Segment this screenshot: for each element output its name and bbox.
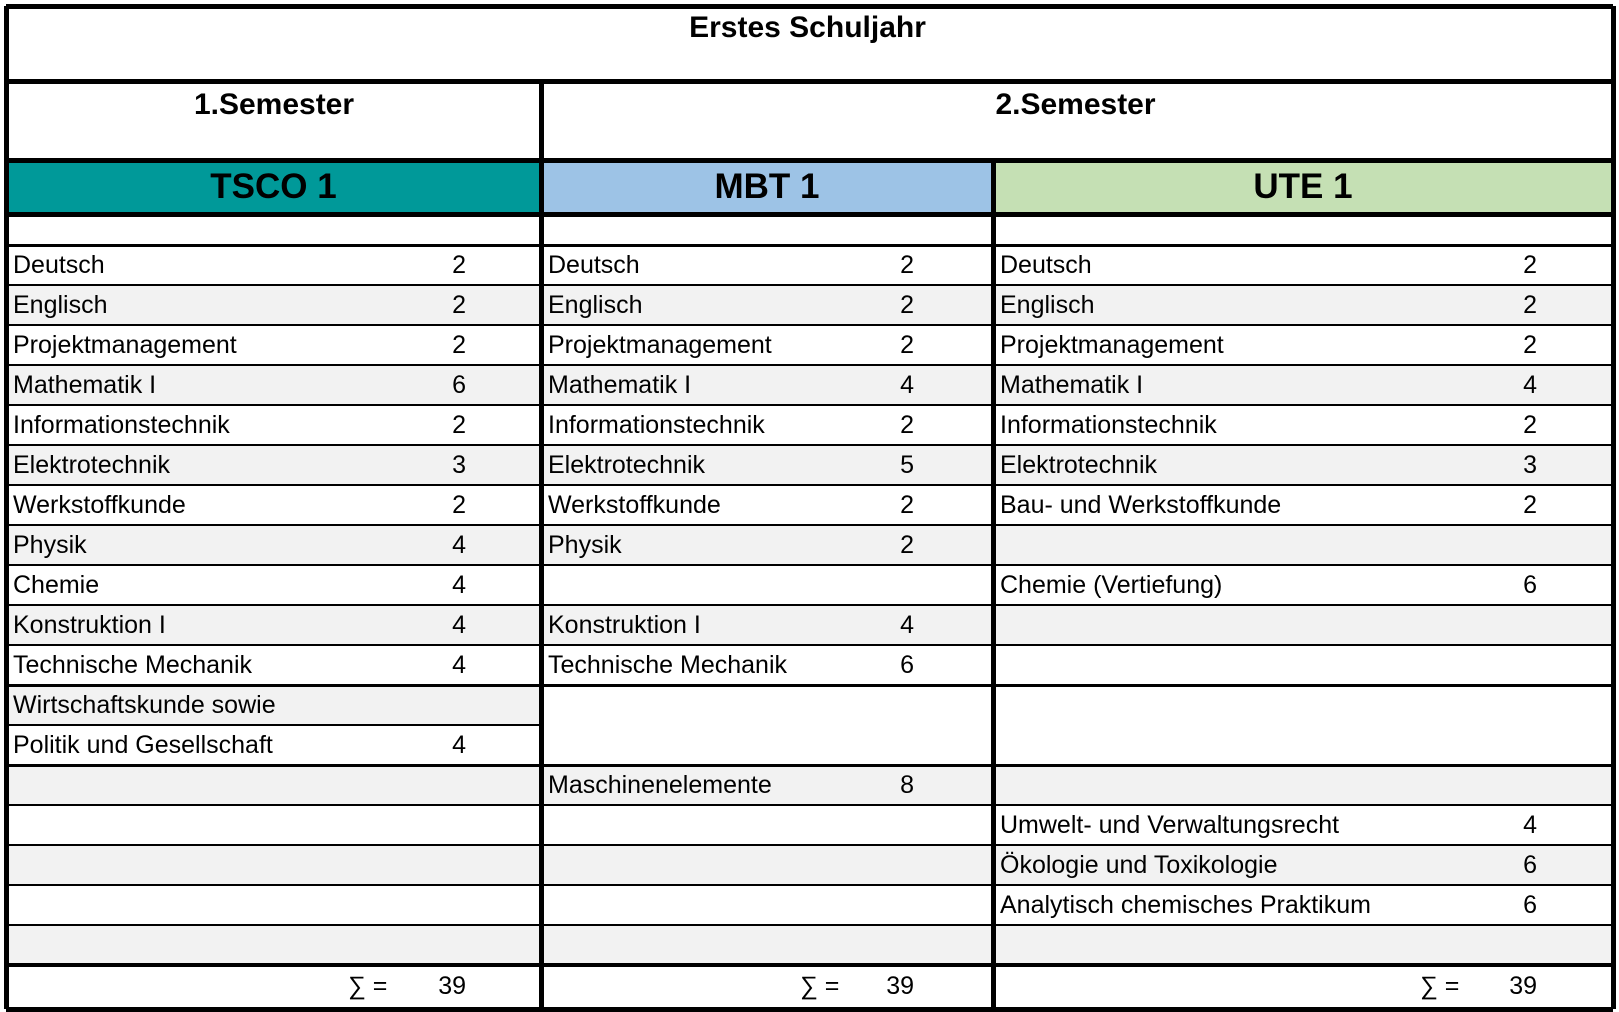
subject-hours: 2 (452, 491, 466, 519)
subject-name: Projektmanagement (548, 331, 772, 359)
grid-hline (6, 484, 1613, 486)
subject-name: Elektrotechnik (1000, 451, 1158, 479)
grid-hline (6, 284, 1613, 286)
row-stripe (993, 765, 1613, 805)
subject-hours: 8 (900, 771, 914, 799)
subject-hours: 2 (452, 331, 466, 359)
subject-hours: 4 (452, 531, 466, 559)
grid-vline (991, 160, 996, 1009)
semester-1-header: 1.Semester (193, 88, 355, 121)
subject-hours: 2 (1523, 291, 1537, 319)
subject-hours: 2 (452, 251, 466, 279)
subject-name: Technische Mechanik (548, 651, 788, 679)
subject-hours: 4 (1523, 811, 1537, 839)
grid-hline (6, 604, 1613, 606)
grid-hline (6, 1007, 1613, 1012)
sum-value: 39 (438, 972, 466, 1000)
grid-hline (6, 963, 1613, 967)
subject-hours: 4 (452, 611, 466, 639)
subject-name: Informationstechnik (548, 411, 765, 439)
subject-hours: 6 (900, 651, 914, 679)
grid-hline (6, 804, 1613, 806)
row-stripe (541, 845, 993, 885)
subject-hours: 3 (1523, 451, 1537, 479)
subject-hours: 2 (452, 291, 466, 319)
subject-hours: 4 (900, 371, 914, 399)
row-stripe (6, 925, 541, 965)
program-name: MBT 1 (714, 167, 820, 206)
grid-vline (4, 6, 9, 1009)
subject-name: Deutsch (13, 251, 105, 279)
grid-hline (6, 524, 1613, 526)
grid-hline (6, 404, 1613, 406)
grid-vline (539, 81, 544, 1009)
subject-hours: 6 (1523, 571, 1537, 599)
grid-hline (6, 644, 1613, 646)
grid-vline (1611, 6, 1616, 1009)
grid-hline (6, 884, 1613, 886)
subject-name: Deutsch (1000, 251, 1092, 279)
grid-hline (6, 724, 541, 726)
program-name: UTE 1 (1253, 167, 1353, 206)
sum-label: ∑ = (800, 972, 840, 1000)
grid-hline (6, 212, 1613, 217)
subject-name: Wirtschaftskunde sowie (13, 691, 276, 719)
sum-label: ∑ = (348, 972, 388, 1000)
sum-value: 39 (886, 972, 914, 1000)
subject-hours: 5 (900, 451, 914, 479)
subject-name: Projektmanagement (1000, 331, 1224, 359)
subject-hours: 3 (452, 451, 466, 479)
grid-hline (6, 158, 1613, 163)
sum-label: ∑ = (1420, 972, 1460, 1000)
subject-name: Chemie (13, 571, 100, 599)
row-stripe (993, 925, 1613, 965)
subject-hours: 4 (1523, 371, 1537, 399)
grid-hline (6, 4, 1613, 9)
subject-name: Konstruktion I (548, 611, 701, 639)
subject-name: Maschinenelemente (548, 771, 772, 799)
grid-hline (6, 444, 1613, 446)
subject-hours: 2 (1523, 331, 1537, 359)
subject-hours: 2 (900, 531, 914, 559)
subject-hours: 6 (1523, 851, 1537, 879)
subject-hours: 2 (900, 411, 914, 439)
program-name: TSCO 1 (210, 167, 337, 206)
semester-2-header: 2.Semester (995, 88, 1156, 121)
grid-hline (6, 364, 1613, 366)
subject-hours: 4 (452, 571, 466, 599)
subject-name: Politik und Gesellschaft (13, 731, 273, 759)
subject-hours: 2 (900, 491, 914, 519)
row-stripe (993, 525, 1613, 565)
grid-hline (6, 844, 1613, 846)
subject-name: Elektrotechnik (548, 451, 706, 479)
subject-name: Konstruktion I (13, 611, 166, 639)
subject-hours: 2 (900, 251, 914, 279)
grid-hline (6, 79, 1613, 84)
subject-name: Umwelt- und Verwaltungsrecht (1000, 811, 1340, 839)
row-stripe (6, 845, 541, 885)
subject-hours: 6 (452, 371, 466, 399)
subject-name: Informationstechnik (1000, 411, 1217, 439)
subject-hours: 2 (1523, 251, 1537, 279)
grid-hline (6, 684, 1613, 687)
row-stripe (993, 605, 1613, 645)
subject-hours: 2 (452, 411, 466, 439)
subject-name: Deutsch (548, 251, 640, 279)
grid-hline (6, 324, 1613, 326)
subject-hours: 2 (900, 331, 914, 359)
subject-name: Physik (548, 531, 622, 559)
table-title: Erstes Schuljahr (689, 11, 926, 44)
subject-hours: 4 (452, 651, 466, 679)
subject-name: Ökologie und Toxikologie (1000, 851, 1278, 879)
subject-name: Mathematik I (1000, 371, 1144, 399)
subject-name: Chemie (Vertiefung) (1000, 571, 1223, 599)
subject-name: Projektmanagement (13, 331, 237, 359)
row-stripe (6, 765, 541, 805)
subject-name: Physik (13, 531, 87, 559)
sum-value: 39 (1509, 972, 1537, 1000)
subject-name: Bau- und Werkstoffkunde (1000, 491, 1282, 519)
subject-hours: 2 (900, 291, 914, 319)
subject-name: Informationstechnik (13, 411, 230, 439)
subject-hours: 6 (1523, 891, 1537, 919)
subject-name: Mathematik I (13, 371, 157, 399)
subject-hours: 4 (452, 731, 466, 759)
subject-name: Englisch (548, 291, 643, 319)
grid-hline (6, 924, 1613, 926)
subject-name: Mathematik I (548, 371, 692, 399)
subject-name: Werkstoffkunde (13, 491, 186, 519)
subject-name: Analytisch chemisches Praktikum (1000, 891, 1371, 919)
grid-hline (6, 564, 1613, 566)
subject-name: Englisch (1000, 291, 1095, 319)
subject-name: Werkstoffkunde (548, 491, 721, 519)
row-stripe (541, 925, 993, 965)
subject-name: Elektrotechnik (13, 451, 171, 479)
subject-hours: 4 (900, 611, 914, 639)
grid-hline (6, 764, 1613, 767)
subject-hours: 2 (1523, 491, 1537, 519)
subject-name: Technische Mechanik (13, 651, 253, 679)
subject-hours: 2 (1523, 411, 1537, 439)
grid-hline (6, 244, 1613, 247)
subject-name: Englisch (13, 291, 108, 319)
